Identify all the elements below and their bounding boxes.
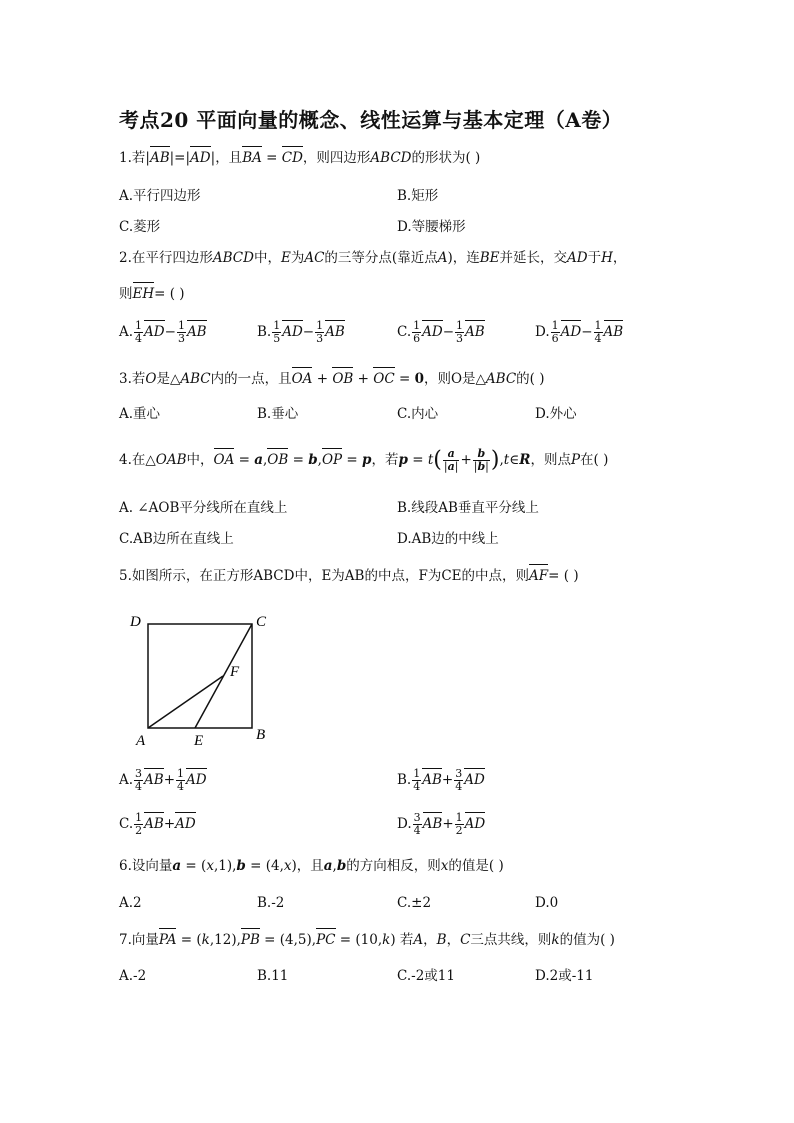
square-diagram — [128, 604, 278, 754]
question-1-option-b[interactable]: B.矩形 — [397, 188, 439, 204]
question-4-option-d[interactable]: D.AB边的中线上 — [397, 531, 499, 547]
question-2-option-b[interactable]: B. $\frac{1}{5}$ AD− $\frac{1}{3}$ AB — [257, 319, 345, 345]
question-5-option-b[interactable]: B. $\frac{1}{4}$ AB+ $\frac{3}{4}$ AD — [397, 767, 485, 793]
question-5-option-d[interactable]: D. $\frac{3}{4}$ AB+ $\frac{1}{2}$ AD — [397, 811, 486, 837]
question-1-option-d[interactable]: D.等腰梯形 — [397, 219, 466, 235]
question-3-option-b[interactable]: B.垂心 — [257, 406, 299, 422]
question-3-stem: 3.若O是△ABC内的一点，且OA + OB + OC = 0，则O是△ABC的( ) — [119, 371, 545, 387]
question-5-option-c[interactable]: C. $\frac{1}{2}$ AB+AD — [119, 811, 196, 837]
label-b: B — [256, 727, 266, 743]
question-5-option-a[interactable]: A. $\frac{3}{4}$ AB+ $\frac{1}{4}$ AD — [119, 767, 207, 793]
question-4-option-c[interactable]: C.AB边所在直线上 — [119, 531, 234, 547]
question-3-option-a[interactable]: A.重心 — [119, 406, 161, 422]
question-7-option-a[interactable]: A.-2 — [119, 968, 147, 984]
label-c: C — [256, 614, 267, 630]
label-a: A — [136, 733, 146, 749]
label-e: E — [194, 733, 204, 749]
label-f: F — [230, 664, 240, 680]
question-7-option-d[interactable]: D.2或-11 — [535, 968, 594, 984]
question-3-option-c[interactable]: C.内心 — [397, 406, 439, 422]
question-6-stem: 6.设向量a = (x,1),b = (4,x)，且a,b的方向相反，则x的值是( ) — [119, 858, 504, 874]
question-1-option-c[interactable]: C.菱形 — [119, 219, 161, 235]
question-2-option-d[interactable]: D. $\frac{1}{6}$ AD− $\frac{1}{4}$ AB — [535, 319, 624, 345]
question-4-stem: 4.在△OAB中，OA = a,OB = b,OP = p，若p = t( $\frac{a}{|a|}$ + $\frac{b}{|b|}$ ),t∈R，则点P在( ) — [119, 447, 609, 473]
segment-af — [148, 676, 223, 728]
question-1-option-a[interactable]: A.平行四边形 — [119, 188, 201, 204]
question-5-stem: 5.如图所示，在正方形ABCD中，E为AB的中点，F为CE的中点，则AF= ( ) — [119, 568, 579, 584]
question-2-stem-line1: 2.在平行四边形ABCD中，E为AC的三等分点(靠近点A)，连BE并延长，交AD于H， — [119, 250, 627, 266]
question-6-option-b[interactable]: B.-2 — [257, 895, 285, 911]
question-4-option-b[interactable]: B.线段AB垂直平分线上 — [397, 500, 539, 516]
question-2-stem-line2: 则EH= ( ) — [119, 286, 185, 302]
page-title: 考点20 平面向量的概念、线性运算与基本定理（A卷） — [119, 108, 623, 132]
question-3-option-d[interactable]: D.外心 — [535, 406, 577, 422]
question-4-option-a[interactable]: A. ∠AOB平分线所在直线上 — [119, 500, 288, 516]
question-6-option-a[interactable]: A.2 — [119, 895, 142, 911]
question-7-stem: 7.向量PA = (k,12),PB = (4,5),PC = (10,k) 若A，B，C三点共线，则k的值为( ) — [119, 932, 615, 948]
segment-ce — [195, 624, 252, 728]
label-d: D — [130, 614, 141, 630]
question-6-option-c[interactable]: C.±2 — [397, 895, 432, 911]
question-2-option-c[interactable]: C. $\frac{1}{6}$ AD− $\frac{1}{3}$ AB — [397, 319, 485, 345]
question-7-option-c[interactable]: C.-2或11 — [397, 968, 455, 984]
question-6-option-d[interactable]: D.0 — [535, 895, 559, 911]
question-1-stem: 1.若|AB|=|AD|，且BA = CD，则四边形ABCD的形状为( ) — [119, 150, 481, 166]
question-2-option-a[interactable]: A. $\frac{1}{4}$ AD− $\frac{1}{3}$ AB — [119, 319, 207, 345]
question-7-option-b[interactable]: B.11 — [257, 968, 289, 984]
